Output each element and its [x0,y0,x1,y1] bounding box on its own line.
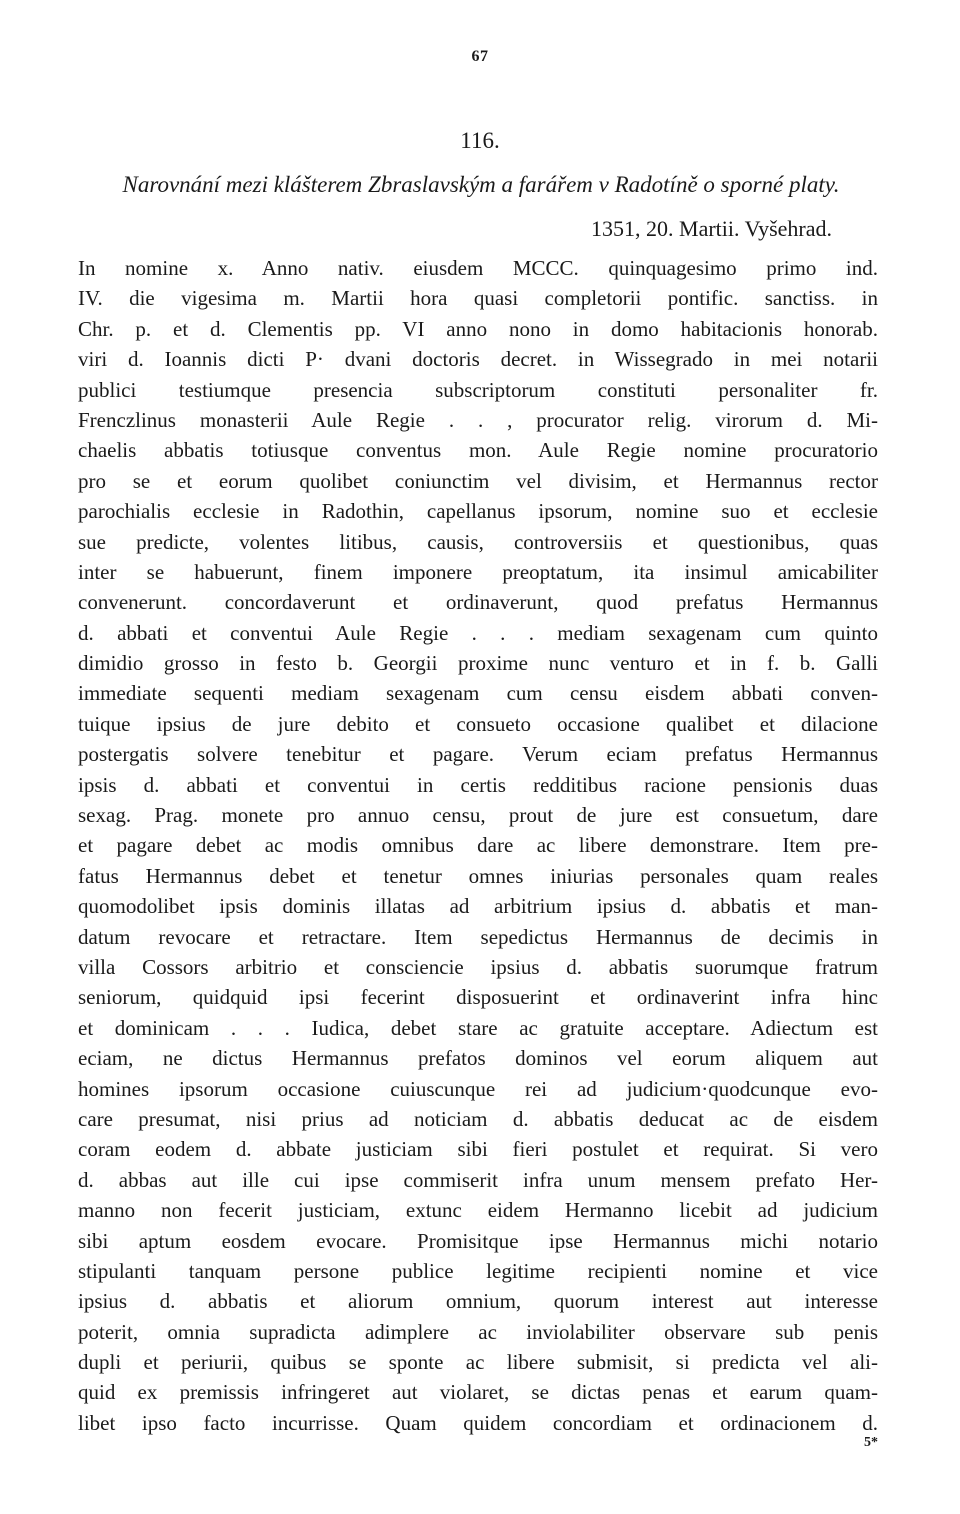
document-title: Narovnání mezi klášterem Zbraslavským a farářem v Radotíně o sporné platy. [122,172,840,197]
text-line: stipulanti tanquam persone publice legitime recipienti nomine et vice [78,1258,878,1283]
text-line: parochialis ecclesie in Radothin, capellanus ipsorum, nomine suo et ecclesie [78,499,878,524]
text-line: viri d. Ioannis dicti P· dvani doctoris decret. in Wissegrado in mei notarii [78,347,878,372]
text-line: sibi aptum eosdem evocare. Promisitque ipse Hermannus michi notario [78,1228,878,1253]
text-line: dimidio grosso in festo b. Georgii proxime nunc venturo et in f. b. Galli [78,651,878,676]
text-line: postergatis solvere tenebitur et pagare. Verum eciam prefatus Hermannus [78,742,878,767]
text-line: Chr. p. et d. Clementis pp. VI anno nono in domo habitacionis honorab. [78,316,878,341]
text-line: d. abbas aut ille cui ipse commiserit infra unum mensem prefato Her- [78,1167,878,1192]
signature-mark: 5* [864,1435,878,1450]
text-line: pro se et eorum quolibet coniunctim vel divisim, et Hermannus rector [78,468,878,493]
page-number: 67 [471,48,489,65]
text-line: homines ipsorum occasione cuiuscunque rei ad judicium·quodcunque evo- [78,1076,878,1101]
text-line: tuique ipsius de jure debito et consueto occasione qualibet et dilacione [78,711,878,736]
document-body [78,253,878,1438]
text-line: et pagare debet ac modis omnibus dare ac libere demonstrare. Item pre- [78,833,878,858]
document-dateline: 1351, 20. Martii. Vyšehrad. [591,216,832,241]
text-line: publici testiumque presencia subscriptorum constituti personaliter fr. [78,377,878,402]
text-line: immediate sequenti mediam sexagenam cum censu eisdem abbati conven- [78,681,878,706]
text-line: convenerunt. concordaverunt et ordinaverunt, quod prefatus Hermannus [78,590,878,615]
text-line: chaelis abbatis totiusque conventus mon. Aule Regie nomine procuratorio [78,438,878,463]
text-line: quid ex premissis infringeret aut violaret, se dictas penas et earum quam- [78,1380,878,1405]
text-line: dupli et periurii, quibus se sponte ac libere submisit, si predicta vel ali- [78,1350,878,1375]
text-line: sexag. Prag. monete pro annuo censu, prout de jure est consuetum, dare [78,803,878,828]
text-line: inter se habuerunt, finem imponere preoptatum, ita insimul amicabiliter [78,559,878,584]
text-line: poterit, omnia supradicta adimplere ac inviolabiliter observare sub penis [78,1319,878,1344]
text-line: ipsis d. abbati et conventui in certis redditibus racione pensionis duas [78,772,878,797]
text-line: sue predicte, volentes litibus, causis, controversiis et questionibus, quas [78,529,878,554]
text-line: manno non fecerit justiciam, extunc eidem Hermanno licebit ad judicium [78,1198,878,1223]
document-number: 116. [460,128,500,153]
text-line: ipsius d. abbatis et aliorum omnium, quorum interest aut interesse [78,1289,878,1314]
text-line: quomodolibet ipsis dominis illatas ad arbitrium ipsius d. abbatis et man- [78,894,878,919]
text-line: coram eodem d. abbate justiciam sibi fieri postulet et requirat. Si vero [78,1137,878,1162]
text-line: In nomine x. Anno nativ. eiusdem MCCC. quinquagesimo primo ind. [78,256,878,280]
text-line: care presumat, nisi prius ad noticiam d. abbatis deducat ac de eisdem [78,1106,878,1131]
text-line: datum revocare et retractare. Item sepedictus Hermannus de decimis in [78,924,878,949]
text-line: d. abbati et conventui Aule Regie . . . mediam sexagenam cum quinto [78,620,878,645]
text-line: et dominicam . . . Iudica, debet stare ac gratuite acceptare. Adiectum est [78,1015,878,1040]
text-line: fatus Hermannus debet et tenetur omnes iniurias personales quam reales [78,863,878,888]
text-line: villa Cossors arbitrio et consciencie ipsius d. abbatis suorumque fratrum [78,954,878,979]
text-line: Frenczlinus monasterii Aule Regie . . , procurator relig. virorum d. Mi- [78,407,878,432]
text-line: seniorum, quidquid ipsi fecerint disposuerint et ordinaverint infra hinc [78,985,878,1010]
text-line: IV. die vigesima m. Martii hora quasi completorii pontific. sanctiss. in [78,286,878,311]
text-line: eciam, ne dictus Hermannus prefatos dominos vel eorum aliquem aut [78,1046,878,1071]
text-line: libet ipso facto incurrisse. Quam quidem concordiam et ordinacionem d. [78,1410,878,1435]
